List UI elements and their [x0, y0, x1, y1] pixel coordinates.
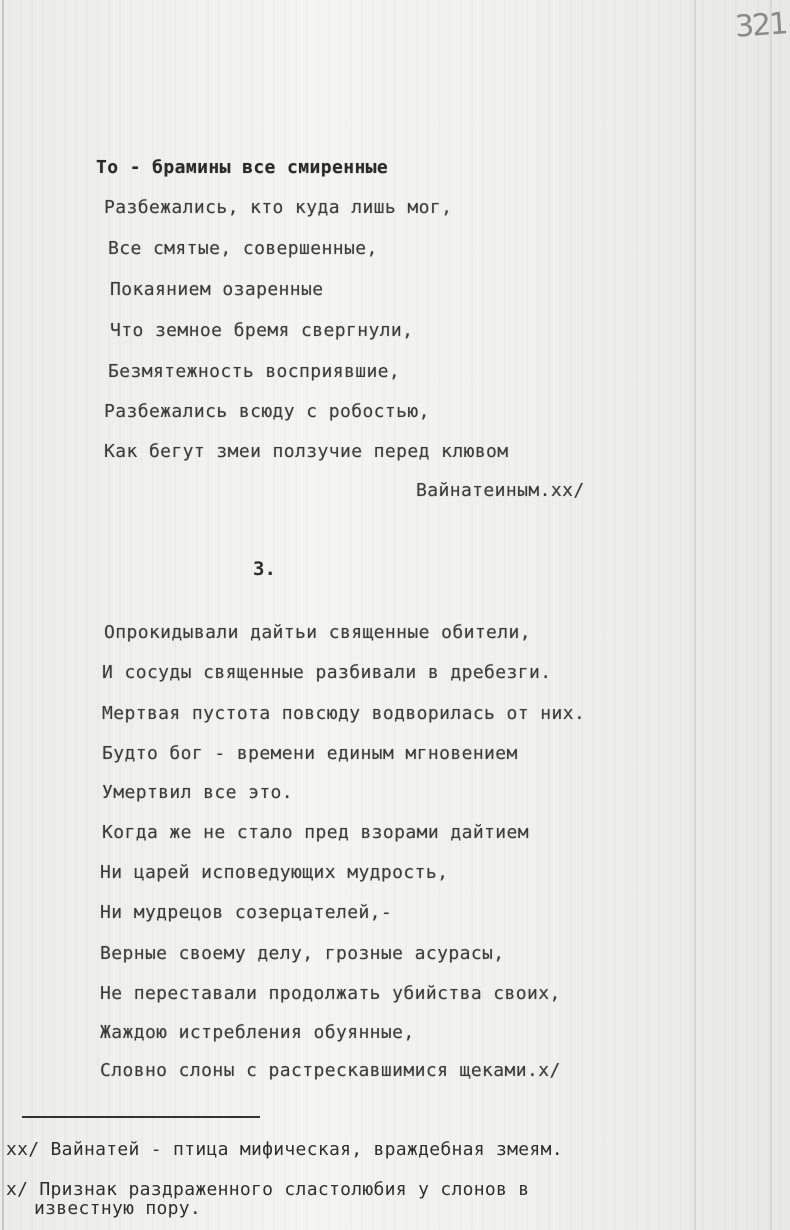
- verse-line: Верные своему делу, грозные асурасы,: [100, 943, 505, 964]
- page-edge-right: [770, 0, 772, 1230]
- verse-line: Все смятые, совершенные,: [108, 238, 378, 259]
- verse-line: Мертвая пустота повсюду водворилась от них.: [102, 703, 586, 724]
- verse-line: Не переставали продолжать убийства своих,: [100, 983, 561, 1004]
- section-number: 3.: [253, 558, 276, 580]
- footnote-continuation: известную пору.: [34, 1198, 202, 1219]
- verse-line: Опрокидывали дайтьи священные обители,: [104, 622, 532, 643]
- verse-line: Умертвил все это.: [102, 782, 294, 803]
- verse-line: Словно слоны с растрескавшимися щеками.х/: [100, 1060, 561, 1081]
- verse-line: Безмятежность восприявшие,: [108, 361, 401, 382]
- verse-line: Когда же не стало пред взорами дайтием: [102, 822, 530, 843]
- verse-line: Разбежались, кто куда лишь мог,: [104, 197, 453, 218]
- verse-line: Покаянием озаренные: [110, 279, 324, 300]
- footnote: х/ Признак раздраженного сластолюбия у слонов в: [6, 1179, 530, 1200]
- verse-line: Как бегут змеи ползучие перед клювом: [104, 441, 509, 462]
- page-edge-left: [2, 0, 4, 1230]
- verse-line: Разбежались всюду с робостью,: [104, 401, 430, 422]
- verse-line: То - брамины все смиренные: [96, 157, 389, 178]
- footnote-divider: [22, 1116, 260, 1118]
- verse-line: Ни мудрецов созерцателей,-: [100, 902, 393, 923]
- verse-line: Что земное бремя свергнули,: [110, 320, 414, 341]
- verse-line: И сосуды священные разбивали в дребезги.: [102, 662, 552, 683]
- verse-line: Вайнатеиным.хх/: [416, 480, 585, 501]
- page-number: 321: [733, 6, 788, 45]
- page-fold-line: [694, 0, 696, 1230]
- verse-line: Ни царей исповедующих мудрость,: [100, 862, 449, 883]
- verse-line: Будто бог - времени единым мгновением: [102, 743, 518, 764]
- verse-line: Жаждою истребления обуянные,: [100, 1022, 415, 1043]
- footnote: хх/ Вайнатей - птица мифическая, враждебная змеям.: [6, 1139, 563, 1160]
